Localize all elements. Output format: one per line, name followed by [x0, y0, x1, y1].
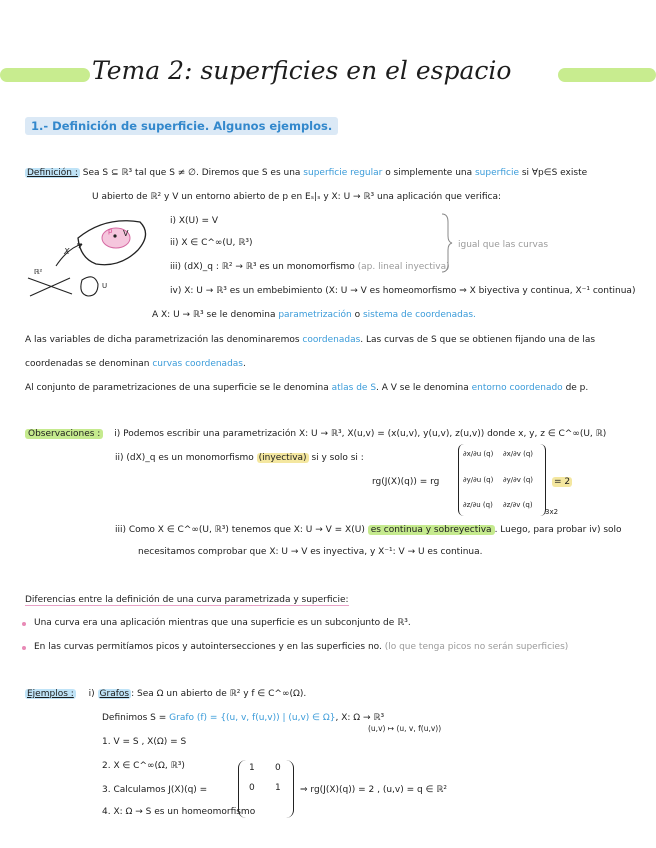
example-step: 1. V = S , X(Ω) = S — [102, 737, 187, 747]
condition-item: iv) X: U → ℝ³ es un embebimiento (X: U → V es homeomorfismo ⇒ X biyectiva y continua, X⁻¹ continua) — [170, 286, 636, 296]
differences-heading: Diferencias entre la definición de una curva parametrizada y superficie: — [25, 595, 349, 605]
paragraph-text: A las variables de dicha parametrización las denominaremos — [25, 335, 303, 345]
term-atlas: atlas de S — [331, 383, 377, 393]
coordinates-paragraph-line2 — [25, 358, 246, 370]
definition-block — [25, 167, 587, 179]
condition-text: iii) (dX)_q : ℝ² → ℝ³ es un monomorfismo — [170, 262, 355, 272]
matrix-dimension: 3x2 — [545, 508, 559, 516]
observation-highlight: (inyectiva) — [258, 453, 307, 463]
condition-note: (ap. lineal inyectiva) — [357, 262, 450, 272]
condition-item: i) X(U) = V — [170, 216, 219, 226]
brace-note: igual que las curvas — [458, 240, 549, 250]
matrix-entry: ∂y/∂u (q) — [463, 476, 494, 484]
term-coordinate-neighborhood: entorno coordenado — [471, 383, 563, 393]
examples-line — [25, 688, 306, 700]
observation-text: . Luego, para probar iv) solo — [494, 525, 622, 535]
jacobian-entry: 1 — [275, 783, 281, 793]
graph-definition — [102, 712, 384, 724]
condition-item: ii) X ∈ C^∞(U, ℝ³) — [170, 238, 253, 248]
term-coordinate-system: sistema de coordenadas. — [362, 310, 476, 320]
condition-item — [170, 261, 450, 273]
rank-result-value: = 2 — [554, 477, 571, 487]
observation-highlight: es continua y sobreyectiva — [368, 525, 495, 535]
observations-iii — [115, 524, 622, 536]
rank-result — [552, 476, 572, 488]
matrix-entry: ∂z/∂v (q) — [503, 501, 533, 509]
rank-label: rg(J(X)(q)) = rg — [372, 477, 440, 487]
definition-text: Sea S ⊆ ℝ³ tal que S ≠ ∅. Diremos que S es una — [82, 168, 304, 178]
bullet-dot — [22, 622, 26, 626]
paragraph-text: coordenadas se denominan — [25, 359, 153, 369]
matrix-entry: ∂z/∂u (q) — [463, 501, 493, 509]
example-text: i) — [88, 689, 98, 699]
paragraph-text: de p. — [562, 383, 589, 393]
difference-text: En las curvas permitíamos picos y autointersecciones y en las superficies no. — [34, 642, 385, 652]
matrix-entry: ∂y/∂v (q) — [503, 476, 534, 484]
example-step: 4. X: Ω → S es un homeomorfismo — [102, 807, 256, 817]
differences-title — [25, 594, 349, 606]
observation-text: ii) (dX)_q es un monomorfismo — [115, 453, 257, 463]
example-step: 2. X ∈ C^∞(Ω, ℝ³) — [102, 761, 185, 771]
examples-label: Ejemplos : — [27, 689, 74, 699]
surface-diagram — [20, 208, 160, 308]
term-surface: superficie — [474, 168, 519, 178]
label-v: V — [123, 229, 129, 238]
term-parametrization: parametrización — [278, 310, 352, 320]
bullet-dot — [22, 646, 26, 650]
difference-note: (lo que tenga picos no serán superficies) — [384, 642, 569, 652]
label-p: p — [108, 227, 113, 235]
example-text: Definimos S = — [102, 713, 170, 723]
observations-ii — [115, 452, 364, 464]
example-text: , X: Ω → ℝ³ — [335, 713, 385, 723]
coordinates-paragraph — [25, 334, 595, 346]
graph-set: Grafo (f) = {(u, v, f(u,v)) | (u,v) ∈ Ω} — [169, 713, 336, 723]
observations-label: Observaciones : — [25, 429, 103, 439]
definition-text: o simplemente una — [382, 168, 475, 178]
page-title: Tema 2: superficies en el espacio — [92, 56, 512, 85]
observation-text: i) Podemos escribir una parametrización X: U → ℝ³, X(u,v) = (x(u,v), y(u,v), z(u,v)) donde x, y, z ∈ C^∞(U, ℝ) — [114, 429, 607, 439]
atlas-paragraph — [25, 382, 588, 394]
paragraph-text: . A V se le denomina — [376, 383, 472, 393]
paragraph-text: Al conjunto de parametrizaciones de una superficie se le denomina — [25, 383, 332, 393]
label-x: X — [64, 247, 70, 256]
jacobian-entry: 0 — [249, 783, 255, 793]
definition-text: si ∀p∈S existe — [518, 168, 588, 178]
term-regular-surface: superficie regular — [303, 168, 383, 178]
example-text: : Sea Ω un abierto de ℝ² y f ∈ C^∞(Ω). — [131, 689, 307, 699]
point-p — [113, 234, 116, 237]
difference-item: Una curva era una aplicación mientras que una superficie es un subconjunto de ℝ³. — [34, 618, 411, 628]
brace — [440, 212, 454, 274]
example-term-graph: Grafos — [99, 689, 130, 699]
matrix-entry: ∂x/∂v (q) — [503, 450, 534, 458]
domain-u — [81, 277, 98, 296]
term-coordinate-curves: curvas coordenadas — [152, 359, 243, 369]
label-r2: ℝ² — [34, 268, 43, 276]
parametrization-line — [152, 309, 476, 321]
observation-text: iii) Como X ∈ C^∞(U, ℝ³) tenemos que X: U → V = X(U) — [115, 525, 368, 535]
param-text: o — [351, 310, 363, 320]
graph-map: (u,v) ↦ (u, v, f(u,v)) — [368, 724, 442, 733]
matrix-entry: ∂x/∂u (q) — [463, 450, 494, 458]
param-text: A X: U → ℝ³ se le denomina — [152, 310, 279, 320]
title-highlight-left — [0, 68, 90, 82]
difference-item — [34, 641, 568, 653]
rank-conclusion: ⇒ rg(J(X)(q)) = 2 , (u,v) = q ∈ ℝ² — [300, 785, 448, 795]
jacobian-matrix — [458, 444, 546, 516]
jacobian-entry: 0 — [275, 763, 281, 773]
label-u: U — [102, 282, 108, 290]
example-step: 3. Calculamos J(X)(q) = — [102, 785, 208, 795]
definition-line2: U abierto de ℝ² y V un entorno abierto de p en Eₛ|ₛ y X: U → ℝ³ una aplicación que verifica: — [92, 192, 502, 202]
section-heading: 1.- Definición de superficie. Algunos ejemplos. — [25, 117, 338, 135]
term-coordinates: coordenadas — [302, 335, 361, 345]
jacobian-entry: 1 — [249, 763, 255, 773]
paragraph-text: . — [243, 359, 246, 369]
definition-label: Definición : — [27, 168, 78, 178]
observations-iii-line2: necesitamos comprobar que X: U → V es inyectiva, y X⁻¹: V → U es continua. — [138, 547, 483, 557]
observations-i — [25, 428, 606, 440]
observation-text: si y solo si : — [308, 453, 364, 463]
paragraph-text: . Las curvas de S que se obtienen fijando una de las — [360, 335, 596, 345]
title-highlight-right — [558, 68, 656, 82]
